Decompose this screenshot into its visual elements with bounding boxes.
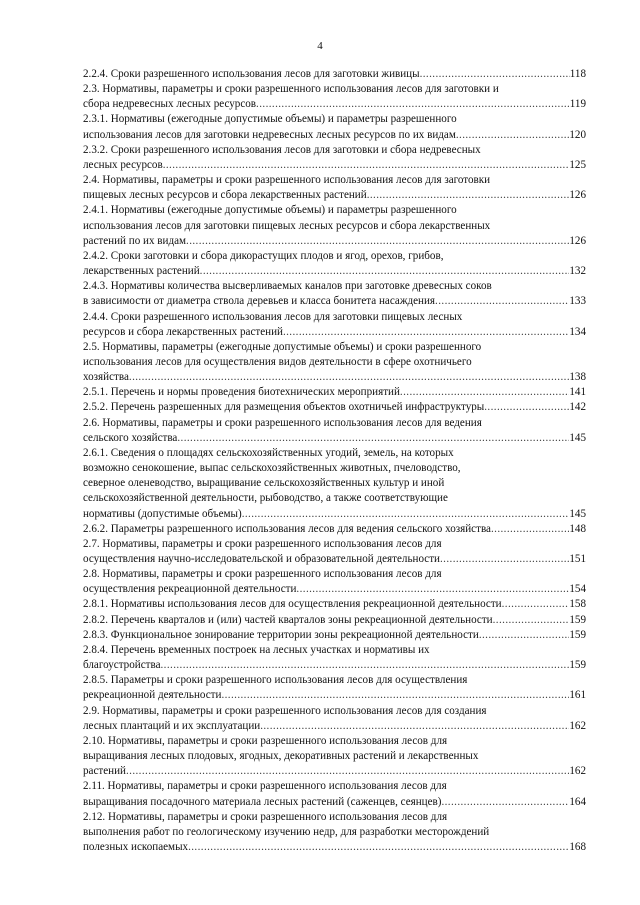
toc-entry-page-number: 162	[569, 719, 586, 732]
toc-entry-page-number: 154	[569, 583, 586, 596]
toc-entry-title-line: возможно сенокошение, выпас сельскохозяйственных животных, пчеловодство,	[83, 462, 461, 475]
toc-entry-title-line: 2.2.4. Сроки разрешенного использования лесов для заготовки живицы	[83, 68, 420, 80]
dot-leader	[129, 370, 569, 385]
toc-entry-page-number: 126	[569, 234, 586, 247]
toc-entry-title-line: 2.6.1. Сведения о площадях сельскохозяйственных угодий, земель, на которых	[83, 446, 454, 459]
toc-entry-title-line: использования лесов для заготовки недревесных лесных ресурсов по их видам	[83, 128, 456, 141]
toc-entry[interactable]	[83, 613, 586, 628]
toc-entry-page-number: 168	[569, 840, 586, 853]
toc-entry-title-line: осуществления научно-исследовательской и образовательной деятельности	[83, 553, 440, 565]
dot-leader	[256, 97, 570, 112]
toc-entry-title-line: лесных ресурсов	[83, 158, 163, 171]
toc-entry-page-number: 162	[569, 765, 586, 778]
toc-entry-page-number: 138	[569, 371, 586, 384]
toc-entry[interactable]	[83, 597, 586, 612]
toc-entry-page-number: 145	[569, 431, 586, 444]
dot-leader	[126, 764, 569, 779]
dot-leader	[479, 628, 570, 643]
toc-entry[interactable]	[83, 82, 586, 112]
toc-entry-title-line: пищевых лесных ресурсов и сбора лекарственных растений	[83, 189, 367, 202]
toc-entry-title-line: 2.5.2. Перечень разрешенных для размещения объектов охотничьей инфраструктуры	[83, 401, 485, 414]
toc-entry-title-line: лесных плантаций и их эксплуатации	[83, 719, 261, 732]
toc-entry-title-line: 2.6. Нормативы, параметры и сроки разрешенного использования лесов для ведения	[83, 416, 482, 429]
toc-entry-page-number: 148	[569, 522, 586, 535]
toc-entry-title-line: 2.3.1. Нормативы (ежегодные допустимые объемы) и параметры разрешенного	[83, 113, 457, 126]
toc-entry-title-line: 2.3.2. Сроки разрешенного использования лесов для заготовки и сбора недревесных	[83, 143, 481, 156]
toc-entry-page-number: 164	[569, 795, 586, 808]
toc-entry[interactable]	[83, 310, 586, 340]
toc-entry[interactable]	[83, 779, 586, 809]
dot-leader	[440, 552, 569, 567]
toc-entry-title-line: сельскохозяйственной деятельности, рыбоводство, а также соответствующие	[83, 492, 448, 505]
toc-entry[interactable]	[83, 628, 586, 643]
toc-entry-title-line: растений	[83, 765, 126, 778]
toc-entry-page-number: 132	[569, 265, 586, 278]
dot-leader	[484, 400, 569, 415]
toc-entry-page-number: 120	[569, 128, 586, 141]
toc-entry-page-number: 151	[569, 553, 586, 565]
toc-entry-title-line: растений по их видам	[83, 234, 187, 247]
dot-leader	[242, 507, 570, 522]
toc-entry-title-line: благоустройства	[83, 659, 161, 672]
toc-entry-title-line: выращивания посадочного материала лесных растений (саженцев, сеянцев)	[83, 795, 442, 808]
toc-entry-page-number: 118	[569, 68, 586, 80]
toc-entry-title-line: 2.4.3. Нормативы количества высверливаемых каналов при заготовке древесных соков	[83, 280, 492, 293]
dot-leader	[260, 719, 569, 734]
toc-entry-title-line: 2.8.2. Перечень кварталов и (или) частей кварталов зоны рекреационной деятельности	[83, 613, 493, 626]
toc-entry-title-line: сбора недревесных лесных ресурсов	[83, 98, 257, 111]
toc-entry[interactable]	[83, 203, 586, 248]
dot-leader	[161, 658, 570, 673]
toc-entry-page-number: 142	[569, 401, 586, 414]
toc-entry[interactable]	[83, 810, 586, 855]
toc-entry-page-number: 145	[569, 507, 586, 520]
toc-entry[interactable]	[83, 143, 586, 173]
toc-entry[interactable]	[83, 249, 586, 279]
toc-entry[interactable]	[83, 279, 586, 309]
toc-entry-title-line: 2.8.5. Параметры и сроки разрешенного использования лесов для осуществления	[83, 674, 468, 687]
toc-entry-title-line: нормативы (допустимые объемы)	[83, 507, 242, 520]
toc-entry[interactable]	[83, 446, 586, 522]
toc-entry[interactable]	[83, 385, 586, 400]
toc-entry-title-line: 2.11. Нормативы, параметры и сроки разрешенного использования лесов для	[83, 780, 447, 793]
toc-entry-page-number: 133	[569, 295, 586, 308]
toc-entry-title-line: 2.6.2. Параметры разрешенного использования лесов для ведения сельского хозяйства	[83, 522, 491, 535]
toc-entry-title-line: использования лесов для заготовки пищевых лесных ресурсов и сбора лекарственных	[83, 219, 491, 232]
toc-entry[interactable]	[83, 567, 586, 597]
dot-leader	[441, 795, 569, 810]
toc-entry-title-line: северное оленеводство, выращивание сельскохозяйственных культур и иной	[83, 477, 445, 490]
toc-entry-title-line: 2.10. Нормативы, параметры и сроки разрешенного использования лесов для	[83, 734, 448, 747]
dot-leader	[177, 431, 569, 446]
toc-entry-page-number: 134	[569, 325, 586, 338]
toc-entry[interactable]	[83, 673, 586, 703]
toc-entry-title-line: полезных ископаемых	[83, 840, 189, 853]
dot-leader	[188, 840, 569, 855]
toc-entry-page-number: 126	[569, 189, 586, 202]
dot-leader	[491, 522, 569, 537]
toc-entry-title-line: сельского хозяйства	[83, 431, 178, 444]
toc-entry-title-line: осуществления рекреационной деятельности	[83, 583, 297, 596]
toc-entry[interactable]	[83, 67, 586, 82]
toc-entry-title-line: 2.8.4. Перечень временных построек на лесных участках и нормативы их	[83, 643, 430, 656]
dot-leader	[456, 128, 570, 143]
table-of-contents	[83, 67, 586, 855]
toc-entry-title-line: 2.12. Нормативы, параметры и сроки разрешенного использования лесов для	[83, 810, 448, 823]
toc-entry-title-line: 2.8. Нормативы, параметры и сроки разрешенного использования лесов для	[83, 568, 442, 581]
toc-entry-title-line: использования лесов для осуществления видов деятельности в сфере охотничьего	[83, 355, 472, 368]
toc-entry-title-line: 2.5.1. Перечень и нормы проведения биотехнических мероприятий	[83, 386, 400, 399]
dot-leader	[221, 688, 569, 703]
dot-leader	[200, 264, 570, 279]
toc-entry[interactable]	[83, 522, 586, 537]
dot-leader	[420, 67, 570, 82]
toc-entry[interactable]	[83, 643, 586, 673]
toc-entry-page-number: 141	[569, 386, 586, 399]
toc-entry-title-line: лекарственных растений	[83, 265, 200, 278]
dot-leader	[186, 234, 569, 249]
toc-entry-title-line: 2.8.3. Функциональное зонирование территории зоны рекреационной деятельности	[83, 628, 479, 641]
toc-entry[interactable]	[83, 340, 586, 385]
toc-entry-title-line: 2.4.1. Нормативы (ежегодные допустимые объемы) и параметры разрешенного	[83, 204, 457, 217]
toc-entry-page-number: 161	[569, 689, 586, 702]
dot-leader	[493, 613, 570, 628]
toc-entry-page-number: 125	[569, 158, 586, 171]
toc-entry-title-line: в зависимости от диаметра ствола деревьев и класса бонитета насаждения	[83, 295, 436, 308]
toc-entry-title-line: 2.9. Нормативы, параметры и сроки разрешенного использования лесов для создания	[83, 704, 487, 717]
toc-entry-page-number: 159	[569, 613, 586, 626]
dot-leader	[400, 385, 569, 400]
toc-entry-title-line: 2.8.1. Нормативы использования лесов для осуществления рекреационной деятельности	[83, 598, 502, 611]
dot-leader	[435, 294, 569, 309]
toc-entry-title-line: выполнения работ по геологическому изучению недр, для разработки месторождений	[83, 825, 490, 838]
toc-entry-page-number: 158	[569, 598, 586, 611]
page-number: 4	[317, 40, 323, 52]
toc-entry[interactable]	[83, 704, 586, 734]
toc-entry[interactable]	[83, 416, 586, 446]
toc-entry[interactable]	[83, 537, 586, 567]
toc-entry-title-line: 2.4.2. Сроки заготовки и сбора дикорастущих плодов и ягод, орехов, грибов,	[83, 249, 444, 262]
toc-entry-title-line: 2.7. Нормативы, параметры и сроки разрешенного использования лесов для	[83, 537, 442, 550]
toc-entry[interactable]	[83, 734, 586, 779]
toc-entry[interactable]	[83, 400, 586, 415]
toc-entry-title-line: 2.4.4. Сроки разрешенного использования лесов для заготовки пищевых лесных	[83, 310, 463, 323]
toc-entry-title-line: выращивания лесных плодовых, ягодных, декоративных растений и лекарственных	[83, 750, 479, 763]
toc-entry-page-number: 119	[569, 98, 586, 111]
toc-entry[interactable]	[83, 112, 586, 142]
dot-leader	[367, 188, 570, 203]
toc-entry-page-number: 159	[569, 628, 586, 641]
toc-entry-title-line: 2.4. Нормативы, параметры и сроки разрешенного использования лесов для заготовки	[83, 174, 491, 187]
dot-leader	[502, 597, 570, 612]
toc-entry[interactable]	[83, 173, 586, 203]
toc-entry-title-line: 2.3. Нормативы, параметры и сроки разрешенного использования лесов для заготовки и	[83, 83, 499, 96]
toc-entry-title-line: рекреационной деятельности	[83, 689, 222, 702]
toc-entry-page-number: 159	[569, 659, 586, 672]
dot-leader	[283, 325, 569, 340]
dot-leader	[163, 158, 570, 173]
toc-entry-title-line: хозяйства	[83, 371, 129, 384]
dot-leader	[296, 582, 569, 597]
toc-entry-title-line: ресурсов и сбора лекарственных растений	[83, 325, 283, 338]
toc-entry-title-line: 2.5. Нормативы, параметры (ежегодные допустимые объемы) и сроки разрешенного	[83, 340, 482, 353]
